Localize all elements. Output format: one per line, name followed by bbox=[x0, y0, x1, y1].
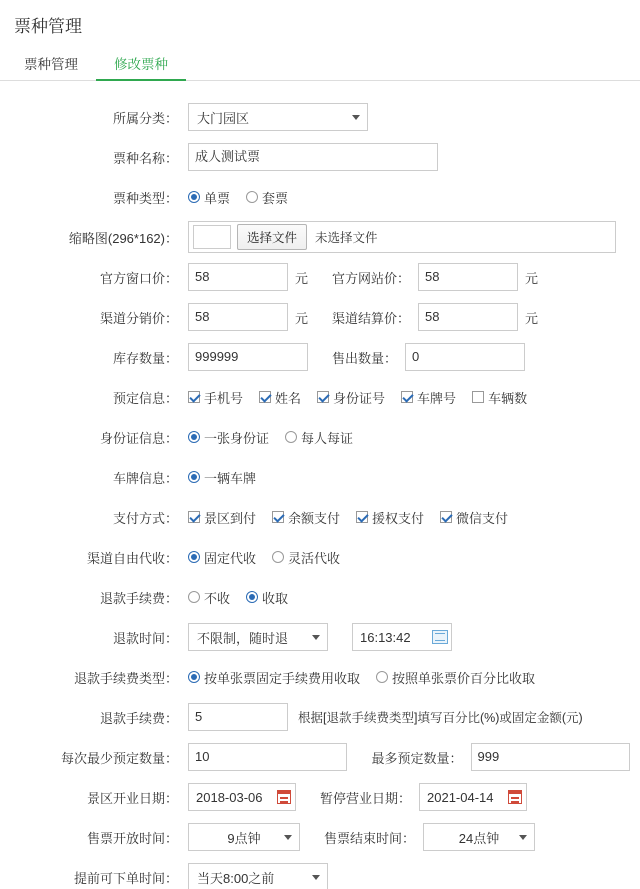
checkbox-icon bbox=[356, 511, 368, 523]
row-refund-fee-value bbox=[0, 697, 640, 737]
radio-icon bbox=[188, 431, 200, 443]
row-category bbox=[0, 97, 640, 137]
sale-end-value: 24点钟 bbox=[458, 830, 500, 846]
web-price-input[interactable]: 58 bbox=[418, 263, 518, 291]
plate-info-option-one-plate[interactable] bbox=[188, 468, 256, 487]
thumbnail-filebox[interactable] bbox=[188, 221, 616, 253]
refund-time-select[interactable] bbox=[188, 623, 328, 651]
ticket-name-label: 票种名称： bbox=[112, 150, 178, 166]
booking-info-option-idcard[interactable] bbox=[317, 388, 385, 407]
channel-collect-label: 渠道自由代收： bbox=[86, 550, 178, 566]
id-info-option-one-card[interactable] bbox=[188, 428, 269, 447]
row-refund-fee-type bbox=[0, 657, 640, 697]
channel-price-input[interactable]: 58 bbox=[188, 303, 288, 331]
thumbnail-preview bbox=[193, 225, 231, 249]
refund-fee-switch-option-yes[interactable] bbox=[246, 588, 288, 607]
sale-start-select[interactable] bbox=[188, 823, 300, 851]
id-info-label: 身份证信息： bbox=[99, 430, 178, 446]
row-booking-info bbox=[0, 377, 640, 417]
stock-label: 库存数量： bbox=[112, 350, 178, 366]
refund-time-value: 不限制，随时退 bbox=[197, 630, 289, 646]
refund-fee-value-label: 退款手续费： bbox=[99, 710, 178, 726]
radio-icon bbox=[246, 591, 258, 603]
sale-start-label: 售票开放时间： bbox=[86, 830, 178, 846]
refund-fee-switch-option-yes-label: 收取 bbox=[262, 590, 289, 606]
refund-fee-type-option-percent-label: 按照单张票价百分比收取 bbox=[392, 670, 536, 686]
advance-order-label: 提前可下单时间： bbox=[73, 870, 178, 886]
refund-fee-type-option-fixed[interactable] bbox=[188, 668, 360, 687]
calendar-icon[interactable] bbox=[508, 790, 522, 804]
row-refund-time bbox=[0, 617, 640, 657]
channel-collect-option-fixed[interactable] bbox=[188, 548, 256, 567]
refund-time-input[interactable] bbox=[352, 623, 452, 651]
booking-info-label: 预定信息： bbox=[112, 390, 178, 406]
refund-fee-value-input[interactable]: 5 bbox=[188, 703, 288, 731]
payment-option-balance-label: 余额支付 bbox=[288, 510, 341, 526]
booking-info-option-phone[interactable] bbox=[188, 388, 243, 407]
checkbox-icon bbox=[188, 511, 200, 523]
refund-fee-value-hint: 根据[退款手续费类型]填写百分比(%)或固定金额(元) bbox=[298, 711, 583, 725]
advance-order-select[interactable] bbox=[188, 863, 328, 889]
ticket-type-label: 票种类型： bbox=[112, 190, 178, 206]
thumbnail-label: 缩略图(296*162)： bbox=[68, 230, 178, 246]
id-info-option-per-person-label: 每人每证 bbox=[301, 430, 354, 446]
radio-icon bbox=[376, 671, 388, 683]
refund-fee-type-option-percent[interactable] bbox=[376, 668, 535, 687]
booking-info-option-plate-label: 车牌号 bbox=[417, 390, 457, 406]
settle-price-input[interactable]: 58 bbox=[418, 303, 518, 331]
category-select[interactable] bbox=[188, 103, 368, 131]
refund-fee-switch-option-no[interactable] bbox=[188, 588, 230, 607]
radio-icon bbox=[188, 551, 200, 563]
booking-info-option-vehicle-count[interactable] bbox=[472, 388, 527, 407]
row-id-info bbox=[0, 417, 640, 457]
max-booking-input[interactable]: 999 bbox=[471, 743, 630, 771]
row-ticket-type bbox=[0, 177, 640, 217]
id-info-option-one-card-label: 一张身份证 bbox=[204, 430, 270, 446]
chevron-down-icon bbox=[352, 115, 360, 120]
plate-info-label: 车牌信息： bbox=[112, 470, 178, 486]
close-date-label: 暂停营业日期： bbox=[320, 790, 412, 806]
payment-option-authorized[interactable] bbox=[356, 508, 424, 527]
radio-icon bbox=[188, 671, 200, 683]
row-ticket-name bbox=[0, 137, 640, 177]
row-sale-hours bbox=[0, 817, 640, 857]
ticket-type-option-single-label: 单票 bbox=[204, 190, 231, 206]
min-booking-input[interactable]: 10 bbox=[188, 743, 347, 771]
category-value: 大门园区 bbox=[197, 110, 250, 126]
radio-icon bbox=[246, 191, 258, 203]
payment-option-balance[interactable] bbox=[272, 508, 340, 527]
page-title: 票种管理 bbox=[14, 17, 82, 36]
file-status-text: 未选择文件 bbox=[315, 231, 378, 245]
payment-label: 支付方式： bbox=[112, 510, 178, 526]
sold-label: 售出数量： bbox=[332, 350, 398, 366]
payment-option-wechat-label: 微信支付 bbox=[456, 510, 509, 526]
booking-info-option-vehicle-count-label: 车辆数 bbox=[488, 390, 528, 406]
channel-price-label: 渠道分销价： bbox=[99, 310, 178, 326]
web-price-unit: 元 bbox=[525, 270, 539, 286]
refund-fee-type-label: 退款手续费类型： bbox=[73, 670, 178, 686]
ticket-form bbox=[0, 81, 640, 889]
row-channel-collect bbox=[0, 537, 640, 577]
booking-info-option-phone-label: 手机号 bbox=[204, 390, 244, 406]
checkbox-icon bbox=[259, 391, 271, 403]
radio-icon bbox=[188, 471, 200, 483]
sold-input[interactable]: 0 bbox=[405, 343, 525, 371]
row-dates bbox=[0, 777, 640, 817]
refund-fee-type-option-fixed-label: 按单张票固定手续费用收取 bbox=[204, 670, 361, 686]
booking-info-option-plate[interactable] bbox=[401, 388, 456, 407]
max-booking-label: 最多预定数量： bbox=[371, 750, 463, 766]
window-price-label: 官方窗口价： bbox=[99, 270, 178, 286]
channel-price-unit: 元 bbox=[295, 310, 309, 326]
checkbox-icon bbox=[317, 391, 329, 403]
channel-collect-option-fixed-label: 固定代收 bbox=[204, 550, 257, 566]
settle-price-unit: 元 bbox=[525, 310, 539, 326]
refund-time-label: 退款时间： bbox=[112, 630, 178, 646]
booking-info-option-name[interactable] bbox=[259, 388, 301, 407]
tab-bar bbox=[0, 47, 640, 81]
settle-price-label: 渠道结算价： bbox=[332, 310, 411, 326]
row-thumbnail bbox=[0, 217, 640, 257]
channel-collect-option-flexible-label: 灵活代收 bbox=[288, 550, 341, 566]
booking-info-option-idcard-label: 身份证号 bbox=[333, 390, 386, 406]
radio-icon bbox=[285, 431, 297, 443]
choose-file-button[interactable]: 选择文件 bbox=[237, 224, 307, 250]
clock-icon[interactable] bbox=[432, 630, 448, 644]
sale-end-select[interactable] bbox=[423, 823, 535, 851]
tab-edit-ticket[interactable]: 修改票种 bbox=[96, 47, 186, 81]
web-price-label: 官方网站价： bbox=[332, 270, 411, 286]
chevron-down-icon bbox=[519, 835, 527, 840]
close-date-value: 2021-04-14 bbox=[427, 789, 494, 805]
payment-option-wechat[interactable] bbox=[440, 508, 508, 527]
category-label: 所属分类： bbox=[112, 110, 178, 126]
checkbox-icon bbox=[188, 391, 200, 403]
row-plate-info bbox=[0, 457, 640, 497]
ticket-name-input[interactable]: 成人测试票 bbox=[188, 143, 438, 171]
row-prices-1 bbox=[0, 257, 640, 297]
advance-order-value: 当天8:00之前 bbox=[197, 870, 275, 886]
window-price-input[interactable]: 58 bbox=[188, 263, 288, 291]
row-refund-fee-switch bbox=[0, 577, 640, 617]
chevron-down-icon bbox=[284, 835, 292, 840]
window-price-unit: 元 bbox=[295, 270, 309, 286]
tab-ticket-management[interactable]: 票种管理 bbox=[24, 57, 78, 72]
payment-option-onsite[interactable] bbox=[188, 508, 256, 527]
row-booking-limits bbox=[0, 737, 640, 777]
radio-icon bbox=[188, 591, 200, 603]
open-date-value: 2018-03-06 bbox=[196, 789, 263, 805]
open-date-input[interactable] bbox=[188, 783, 296, 811]
radio-icon bbox=[188, 191, 200, 203]
close-date-input[interactable] bbox=[419, 783, 527, 811]
sale-end-label: 售票结束时间： bbox=[324, 830, 416, 846]
ticket-type-option-package-label: 套票 bbox=[262, 190, 289, 206]
refund-fee-switch-option-no-label: 不收 bbox=[204, 590, 231, 606]
payment-option-authorized-label: 援权支付 bbox=[372, 510, 425, 526]
channel-collect-option-flexible[interactable] bbox=[272, 548, 340, 567]
booking-info-option-name-label: 姓名 bbox=[275, 390, 302, 406]
sale-start-value: 9点钟 bbox=[227, 830, 261, 846]
payment-option-onsite-label: 景区到付 bbox=[204, 510, 257, 526]
refund-fee-switch-label: 退款手续费： bbox=[99, 590, 178, 606]
chevron-down-icon bbox=[312, 875, 320, 880]
checkbox-icon bbox=[440, 511, 452, 523]
checkbox-icon bbox=[472, 391, 484, 403]
open-date-label: 景区开业日期： bbox=[86, 790, 178, 806]
stock-input[interactable]: 999999 bbox=[188, 343, 308, 371]
row-advance-order bbox=[0, 857, 640, 889]
checkbox-icon bbox=[401, 391, 413, 403]
checkbox-icon bbox=[272, 511, 284, 523]
radio-icon bbox=[272, 551, 284, 563]
id-info-option-per-person[interactable] bbox=[285, 428, 353, 447]
row-stock bbox=[0, 337, 640, 377]
chevron-down-icon bbox=[312, 635, 320, 640]
refund-time-time-value: 16:13:42 bbox=[360, 629, 411, 645]
calendar-icon[interactable] bbox=[277, 790, 291, 804]
ticket-type-option-single[interactable] bbox=[188, 188, 230, 207]
ticket-type-option-package[interactable] bbox=[246, 188, 288, 207]
row-payment bbox=[0, 497, 640, 537]
plate-info-option-one-plate-label: 一辆车牌 bbox=[204, 470, 257, 486]
min-booking-label: 每次最少预定数量： bbox=[60, 750, 178, 766]
row-prices-2 bbox=[0, 297, 640, 337]
